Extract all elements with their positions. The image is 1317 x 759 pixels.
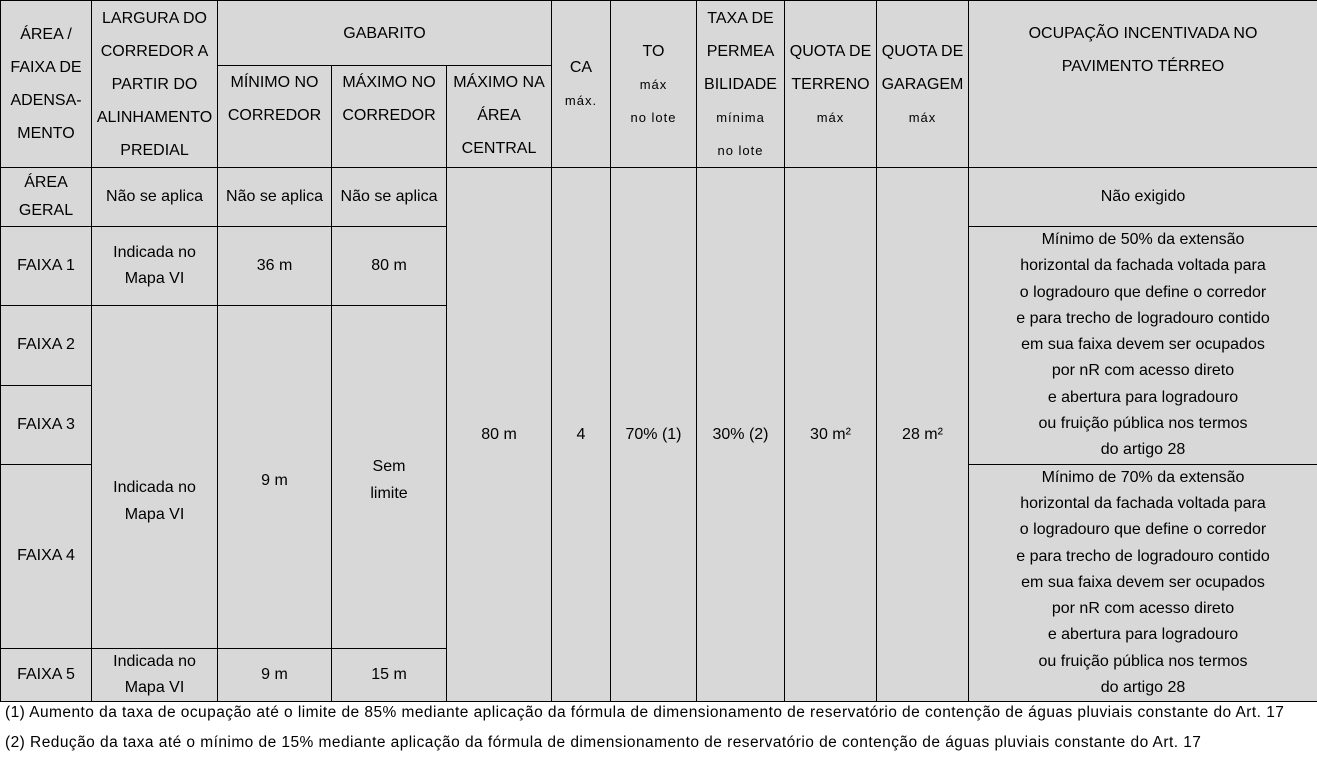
cell-ocupacao-faixas-1-3: Mínimo de 50% da extensão horizontal da fachada voltada para o logradouro que define o corredor e para trecho de logradouro contido em sua faixa devem ser ocupados por nR com acesso direto e abertura para logradouro ou fruição pública nos termos do artigo 28 <box>969 227 1317 465</box>
cell-largura-faixa-1: Indicada no Mapa VI <box>92 227 218 306</box>
row-label-faixa-1: FAIXA 1 <box>1 227 92 306</box>
cell-ocupacao-geral: Não exigido <box>969 168 1317 227</box>
header-min-corredor: MÍNIMO NO CORREDOR <box>218 66 332 168</box>
row-label-area-geral: ÁREA GERAL <box>1 168 92 227</box>
cell-min-faixa-5: 9 m <box>218 648 332 702</box>
header-gabarito: GABARITO <box>218 1 552 66</box>
cell-quota-garagem: 28 m² <box>877 168 969 702</box>
header-ocupacao: OCUPAÇÃO INCENTIVADA NO PAVIMENTO TÉRREO <box>969 1 1317 168</box>
header-area: ÁREA / FAIXA DE ADENSA- MENTO <box>1 1 92 168</box>
footnote-2: (2) Redução da taxa até o mínimo de 15% mediante aplicação da fórmula de dimensionamento de reservatório de contenção de águas pluviais constante do Art. 17 <box>5 734 1202 751</box>
header-quota-terreno: QUOTA DE TERRENO máx <box>785 1 877 168</box>
row-label-faixa-3: FAIXA 3 <box>1 385 92 464</box>
footnote-1: (1) Aumento da taxa de ocupação até o limite de 85% mediante aplicação da fórmula de dimensionamento de reservatório de contenção de águas pluviais constante do Art. 17 <box>5 704 1285 721</box>
cell-largura-faixa-5: Indicada no Mapa VI <box>92 648 218 702</box>
cell-largura-geral: Não se aplica <box>92 168 218 227</box>
cell-min-geral: Não se aplica <box>218 168 332 227</box>
cell-max-faixa-5: 15 m <box>332 648 447 702</box>
header-largura: LARGURA DO CORREDOR A PARTIR DO ALINHAMENTO PREDIAL <box>92 1 218 168</box>
cell-ocupacao-faixas-4-5: Mínimo de 70% da extensão horizontal da fachada voltada para o logradouro que define o corredor e para trecho de logradouro contido em sua faixa devem ser ocupados por nR com acesso direto e abertura para logradouro ou fruição pública nos termos do artigo 28 <box>969 464 1317 702</box>
header-quota-garagem: QUOTA DE GARAGEM máx <box>877 1 969 168</box>
cell-largura-faixas-2-4: Indicada no Mapa VI <box>92 306 218 649</box>
row-label-faixa-2: FAIXA 2 <box>1 306 92 386</box>
header-max-area-central: MÁXIMO NA ÁREA CENTRAL <box>447 66 552 168</box>
row-label-faixa-5: FAIXA 5 <box>1 648 92 702</box>
header-max-corredor: MÁXIMO NO CORREDOR <box>332 66 447 168</box>
cell-min-faixa-1: 36 m <box>218 227 332 306</box>
cell-ca: 4 <box>552 168 611 702</box>
header-taxa: TAXA DE PERMEA BILIDADE mínima no lote <box>697 1 785 168</box>
cell-max-area-central: 80 m <box>447 168 552 702</box>
cell-taxa: 30% (2) <box>697 168 785 702</box>
cell-to: 70% (1) <box>611 168 697 702</box>
cell-quota-terreno: 30 m² <box>785 168 877 702</box>
row-label-faixa-4: FAIXA 4 <box>1 464 92 648</box>
cell-min-faixas-2-4: 9 m <box>218 306 332 649</box>
cell-max-geral: Não se aplica <box>332 168 447 227</box>
header-ca: CA máx. <box>552 1 611 168</box>
cell-max-faixas-2-4: Sem limite <box>332 306 447 649</box>
cell-max-faixa-1: 80 m <box>332 227 447 306</box>
header-to: TO máx no lote <box>611 1 697 168</box>
